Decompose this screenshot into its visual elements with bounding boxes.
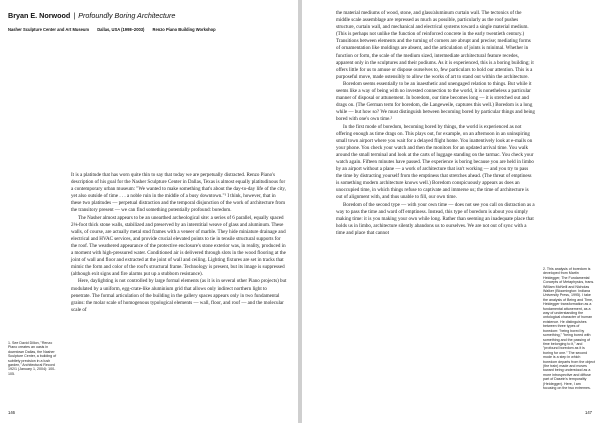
project-name: Nasher Sculpture Center and Art Museum <box>8 27 90 32</box>
essay-title: Profoundly Boring Architecture <box>78 11 176 20</box>
footnote-2: 2. This analysis of boredom is developed from Martin Heidegger, The Fundamental Concepts of Metaphysics, trans. William McNeill and Nicholas Walker (Bloomington: Indiana University Press, 1995). I take the analysis of Being and Time, Heidegger transformation as a fundamental attunement, as a way of understanding the ontological character of human existence. He distinguishes between three types of boredom: "being bored by something," "being bored with something and the passing of time belonging to it," and "profound boredom as it is boring for one." The second mode is a step in which boredom departs from the object (the train) made and moves toward being understood as a more introspective and diffuse part of Dasein's temporality (Heidegger). Here, I am focusing on the two extremes. <box>543 267 595 390</box>
left-body-text <box>71 172 287 314</box>
left-page <box>0 0 298 423</box>
page-number: 146 <box>8 410 15 415</box>
project-meta <box>8 27 223 32</box>
paragraph: Boredom seems essentially to be an inaesthetic and unengaged relation to things. But while it seems like a way of being with no invested connection to the world, it is nonetheless a particular manner of disposal or attunement. In boredom, our time becomes long — it is stretched out and drags on. (The German term for boredom, die Langeweile, captures this well.) Boredom is a long while — but how so? We must distinguish between becoming bored by particular things and being bored with one's own time.² <box>336 80 535 123</box>
project-place: Dallas, USA (1998–2003) <box>97 27 145 32</box>
paragraph: Boredom of the second type — with your own time — does not see you call on distraction as a way to pass the time and ward off emptiness. Instead, this type of boredom is about you simply making time: it is you making your own while long. Rather than seeming an inadequate place that holds us in limbo, architecture silently abandons us to ourselves. We are not out of sync with a time and place that cannot <box>336 201 535 236</box>
paragraph: Here, daylighting is not controlled by large formal elements (as it is in several other Piano projects) but modulated by a uniform, egg-crate-like aluminium grid that allows only indirect northern light to penetrate. The formal articulation of the building in the gallery spaces appears only in two fundamental grains: the molar scale of homogenous typological elements — wall, floor, and roof — and the molecular scale of <box>71 278 287 313</box>
paragraph: the material mediums of wood, stone, and glass/aluminum curtain wall. The tectonics of the middle scale assemblage are repressed as much as possible, particularly as the roof pushes structure, curtain wall, and mechanical and electrical systems toward a single material medium. (This is perhaps not unlike the function of reinforced concrete in the early twentieth century.) Transitions between elements and the turning of corners are abrupt and precise; mediating forms of ornamentation like moldings are absent, and the articulation of joints is minimal. Whether in function or form, the scale of the medium sized, intermediate architectural feature recedes, apparent only in the sculptures and their podiums. As it is experienced, this is a boring building; it offers little for us to amuse or dispose ourselves to, few particulars to hold our attention. This is a purposeful move, made ostensibly to allow the works of art to stand out within the architecture. <box>336 10 534 80</box>
paragraph: In the first mode of boredom, becoming bored by things, the world is experienced as not offering enough as time drags on. This plays out, for example, on an afternoon in an uninspiring small town airport where you wait for a delayed flight home. You inattentively look at e-mails on your phone. You check your watch and then the monitors for an updated arrival time. You walk around the small terminal and look at the carts of luggage standing on the tarmac. You check your watch again. Fifteen minutes have passed. The experience is boring because you are held in limbo by an airport without a plane — a work of architecture that isn't working — and you try to pass the time by distracting yourself from the emptiness that stretches ahead. (The threat of emptiness is something modern architecture knows well.) Boredom conspicuously appears as does an unoccupied time, in which things refuse to captivate and immerse us; the time of architecture is out of alignment with, and thus unable to fill, our own time. <box>336 123 534 201</box>
right-body-text <box>336 10 535 237</box>
project-architect: Renzo Piano Building Workshop <box>152 27 216 32</box>
page-number: 147 <box>585 410 592 415</box>
running-head <box>8 11 175 21</box>
footnote-1: 1. See David Dillon, "Renzo Piano creates an oasis in downtown Dallas, the Nasher Sculpture Center, a building of subtlety precision in a lush garden," Architectural Record 192/1 (January 1, 2004): 100-105. <box>8 341 57 376</box>
header-separator: | <box>73 11 76 20</box>
author-name: Bryan E. Norwood <box>8 11 71 20</box>
paragraph: It is a platitude that has worn quite thin to say that today we are perpetually distracted. Renzo Piano's description of his goal for the Nasher Sculpture Center in Dallas, Texas is almost equally platitudinous for a contemporary urban museum: "We wanted to make something that's about the day-to-day life of the city, yet also outside of time . . . a noble ruin in the middle of a busy downtown."¹ I think, however, that in these two platitudes — perpetual distraction and the temporal disjunction of the work of architecture from the transitory present — we can find something potentially profound: boredom. <box>71 172 286 214</box>
paragraph: The Nasher almost appears to be an unearthed archeological site: a series of 6 parallel, equally spaced 2⅛-foot thick stone walls, stabilized and preserved by an interstitial weave of glass and aluminum. These walls, of course, are actually metal stud frames with a veneer of marble. They hide miniature drainage and electrical and HVAC services, and provide crucial elevated points to tie in tensile structural supports for the roof. The weathered appearance of the protective enclosure's stone exterior was, in reality, produced in a moment with high-pressured water. Conditioned air is delivered through slots in the wood flooring at the joint of wall and floor and extracted at the joint of wall and ceiling. Lighting fixtures are set in tracks that mimic the form and color of the roof's structural frame. Technology is present, but its image is suppressed (although exit signs and fire alarms put up a stubborn resistance). <box>71 214 286 278</box>
right-page <box>302 0 600 423</box>
